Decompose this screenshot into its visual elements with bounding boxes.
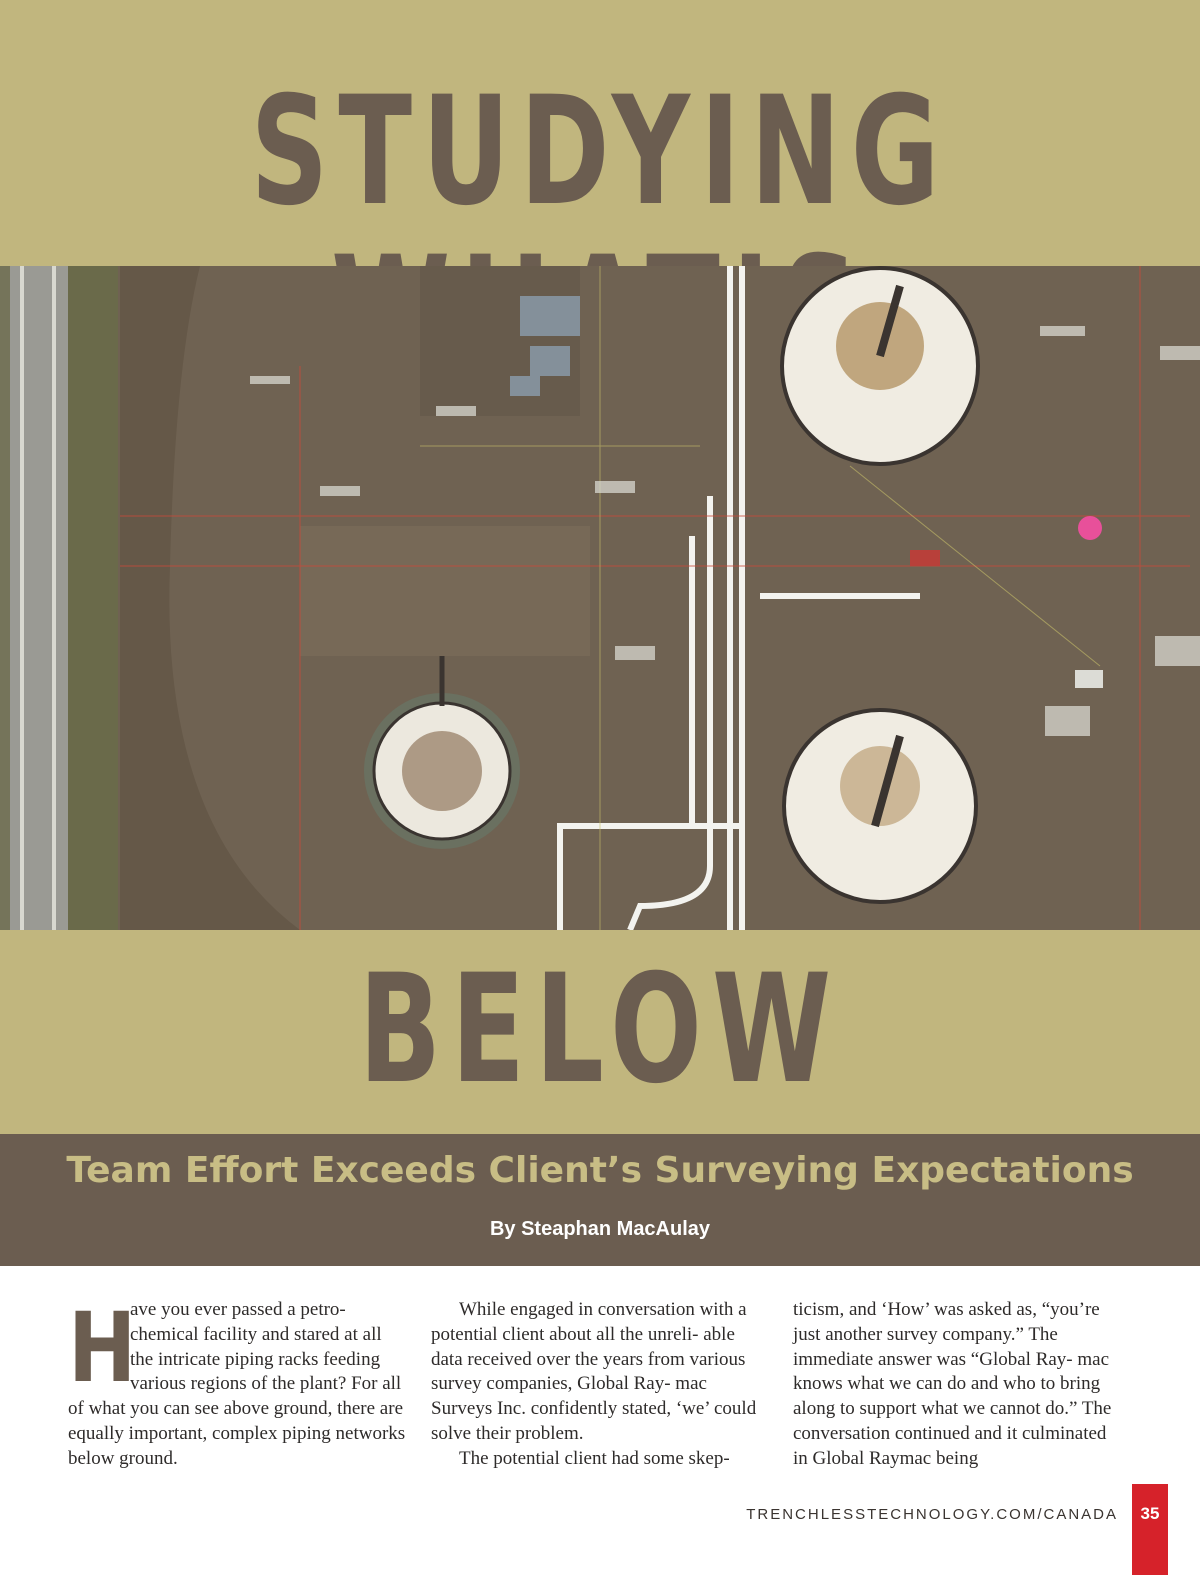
body-column-3 <box>793 1298 1125 1472</box>
headline-line-2: BELOW <box>358 943 842 1117</box>
article-subtitle: Team Effort Exceeds Client’s Surveying Expectations <box>66 1150 1134 1191</box>
headline-line-1: STUDYING <box>250 65 950 239</box>
body-column-2 <box>431 1298 763 1472</box>
paragraph: ticism, and ‘How’ was asked as, “you’re just another survey company.” The immediate answer was “Global Ray- mac knows what we can do and who to bring along to support what we cannot do.” The conversation continued and it culminated in Global Raymac being <box>793 1299 1112 1469</box>
body-column-1 <box>68 1292 408 1472</box>
footer-url: TRENCHLESSTECHNOLOGY.COM/CANADA <box>746 1506 1118 1523</box>
drop-cap: H <box>68 1292 137 1404</box>
page-number-tab <box>1132 1484 1168 1575</box>
aerial-site-photo <box>0 266 1200 930</box>
page-number: 35 <box>1140 1504 1160 1523</box>
paragraph: While engaged in conversation with a potential client about all the unreli- able data received over the years from various survey companies, Global Ray- mac Surveys Inc. confidently stated, ‘we’ could solve their problem. <box>431 1299 757 1444</box>
paragraph: The potential client had some skep- <box>459 1447 730 1469</box>
author-byline: By Steaphan MacAulay <box>489 1218 711 1240</box>
paragraph: ave you ever passed a petro- chemical facility and stared at all the intricate piping racks feeding various regions of the plant? For all of what you can see above ground, there are equally important, complex piping networks below ground. <box>68 1299 406 1469</box>
